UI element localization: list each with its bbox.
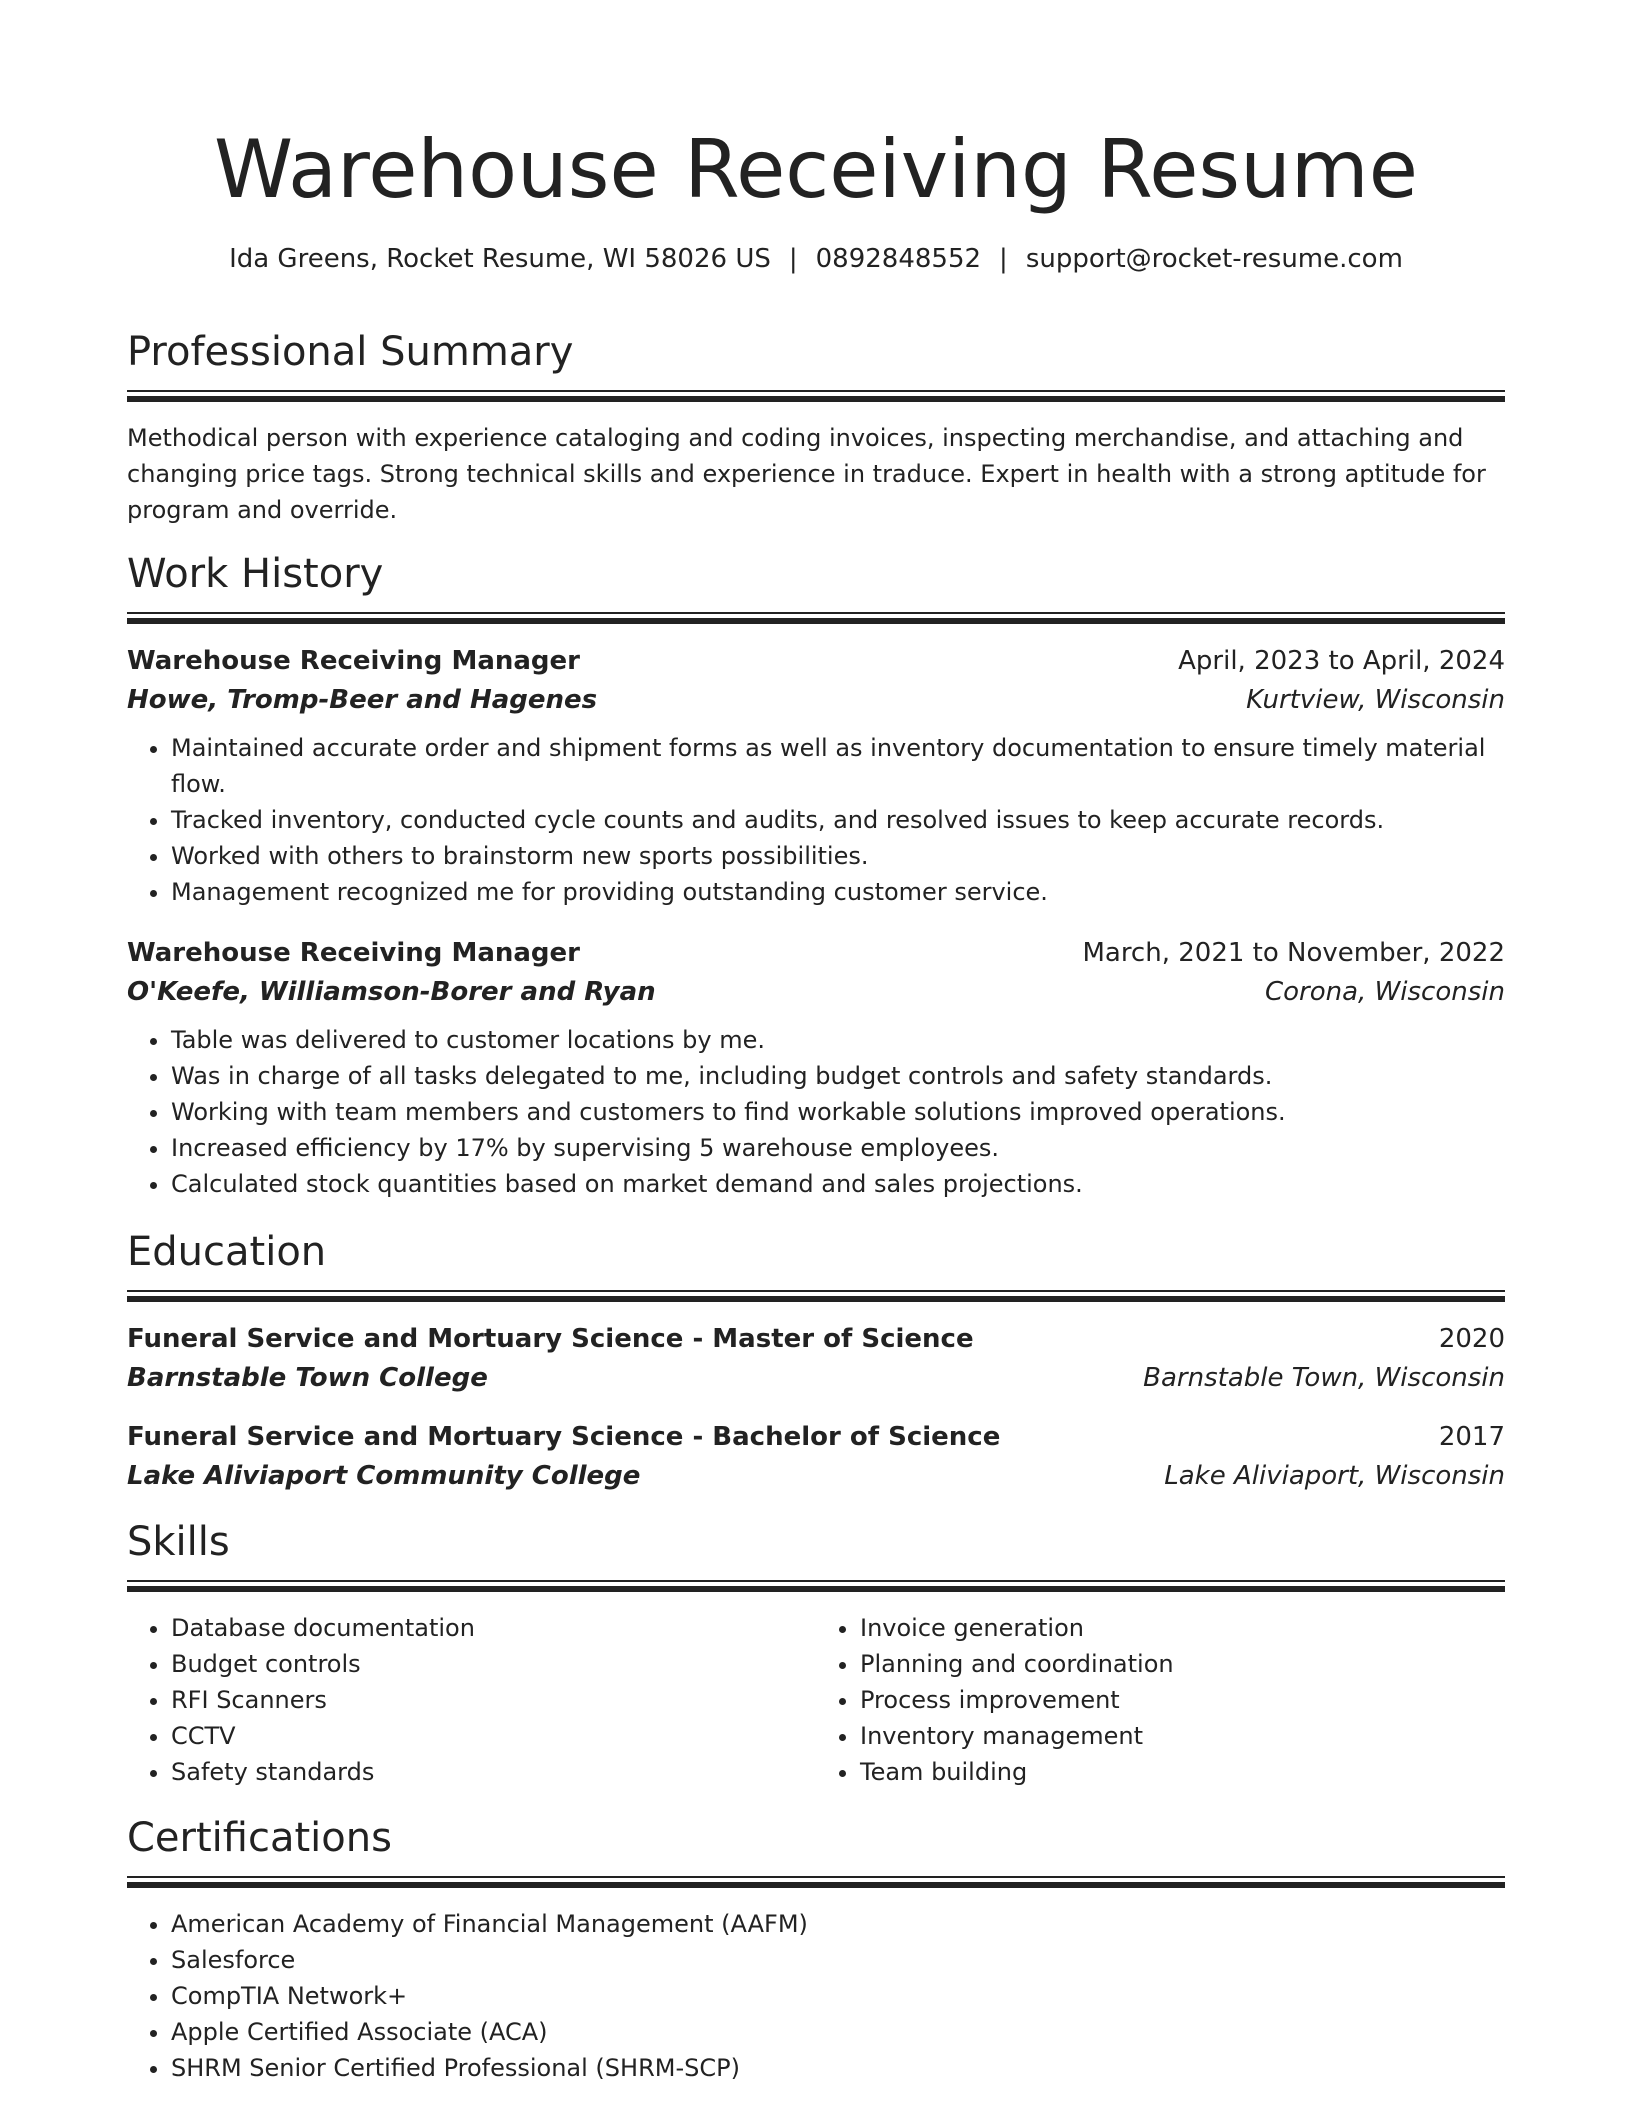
skill-item: • Budget controls [171,1646,816,1682]
education-location: Lake Aliviaport, Wisconsin [1164,1461,1505,1491]
section-heading: Education [127,1229,327,1275]
education-section [127,1226,1505,1496]
skills-section [127,1516,1505,1790]
skill-item: • Planning and coordination [860,1646,1505,1682]
job-bullet: • Tracked inventory, conducted cycle counts and audits, and resolved issues to keep accurate records. [171,802,1505,838]
section-heading: Skills [127,1519,230,1565]
education-school: Lake Aliviaport Community College [127,1461,641,1491]
job-bullet: • Maintained accurate order and shipment forms as well as inventory documentation to ensure timely material flow. [171,730,1505,802]
job-employer: O'Keefe, Williamson-Borer and Ryan [127,977,656,1007]
education-location: Barnstable Town, Wisconsin [1143,1363,1505,1393]
skill-item: • Process improvement [860,1682,1505,1718]
education-entry [127,1320,1505,1398]
section-divider [127,1580,1505,1592]
job-bullet: • Worked with others to brainstorm new sports possibilities. [171,838,1505,874]
contact-address: Ida Greens, Rocket Resume, WI 58026 US [229,244,771,274]
job-bullet: • Calculated stock quantities based on market demand and sales projections. [171,1166,1505,1202]
contact-separator: | [788,244,798,274]
job-dates: April, 2023 to April, 2024 [1178,646,1505,676]
certifications-list [127,1906,1505,2086]
certification-item: • CompTIA Network+ [171,1978,1505,2014]
skill-item: • Invoice generation [860,1610,1505,1646]
section-divider [127,390,1505,402]
job-bullet: • Table was delivered to customer locations by me. [171,1022,1505,1058]
skill-item: • RFI Scanners [171,1682,816,1718]
job-employer-row [127,680,1505,720]
skill-item: • Inventory management [860,1718,1505,1754]
job-employer-row [127,972,1505,1012]
job-title: Warehouse Receiving Manager [127,646,580,676]
section-divider [127,1290,1505,1302]
education-entry [127,1418,1505,1496]
job-entry [127,934,1505,1202]
education-year: 2020 [1438,1324,1505,1354]
job-title: Warehouse Receiving Manager [127,938,580,968]
section-divider [127,1876,1505,1888]
resume-title: Warehouse Receiving Resume [214,123,1418,216]
certification-item: • SHRM Senior Certified Professional (SHRM-SCP) [171,2050,1505,2086]
skills-grid [127,1610,1505,1790]
job-bullets [127,1022,1505,1202]
contact-line [127,242,1505,276]
job-dates: March, 2021 to November, 2022 [1082,938,1505,968]
job-employer: Howe, Tromp-Beer and Hagenes [127,685,598,715]
certification-item: • American Academy of Financial Management (AAFM) [171,1906,1505,1942]
education-header-row [127,1320,1505,1358]
section-heading: Work History [127,551,384,597]
contact-phone: 0892848552 [815,244,982,274]
education-degree: Funeral Service and Mortuary Science - Master of Science [127,1324,974,1354]
skill-item: • Team building [860,1754,1505,1790]
job-entry [127,642,1505,910]
skill-item: • Database documentation [171,1610,816,1646]
skill-item: • CCTV [171,1718,816,1754]
skills-column-left [127,1610,816,1790]
job-bullet: • Working with team members and customers to find workable solutions improved operations. [171,1094,1505,1130]
job-bullet: • Management recognized me for providing outstanding customer service. [171,874,1505,910]
job-header-row [127,934,1505,972]
summary-text: Methodical person with experience cataloging and coding invoices, inspecting merchandise, and attaching and changing price tags. Strong technical skills and experience in traduce. Expert in health with a strong aptitude for program and override. [127,424,1486,524]
job-location: Kurtview, Wisconsin [1246,685,1505,715]
certification-item: • Salesforce [171,1942,1505,1978]
education-school: Barnstable Town College [127,1363,488,1393]
job-bullet: • Was in charge of all tasks delegated to me, including budget controls and safety standards. [171,1058,1505,1094]
section-divider [127,612,1505,624]
section-heading: Professional Summary [127,329,574,375]
professional-summary-section [127,326,1505,528]
job-location: Corona, Wisconsin [1264,977,1505,1007]
certification-item: • Apple Certified Associate (ACA) [171,2014,1505,2050]
skills-column-right [816,1610,1505,1790]
education-header-row [127,1418,1505,1456]
contact-email: support@rocket-resume.com [1025,244,1403,274]
job-bullet: • Increased efficiency by 17% by supervising 5 warehouse employees. [171,1130,1505,1166]
work-history-section [127,548,1505,1202]
education-year: 2017 [1438,1422,1505,1452]
education-school-row [127,1358,1505,1398]
education-school-row [127,1456,1505,1496]
section-heading: Certifications [127,1815,392,1861]
certifications-section [127,1812,1505,2086]
education-degree: Funeral Service and Mortuary Science - Bachelor of Science [127,1422,1001,1452]
job-header-row [127,642,1505,680]
job-bullets [127,730,1505,910]
contact-separator: | [999,244,1008,274]
skill-item: • Safety standards [171,1754,816,1790]
